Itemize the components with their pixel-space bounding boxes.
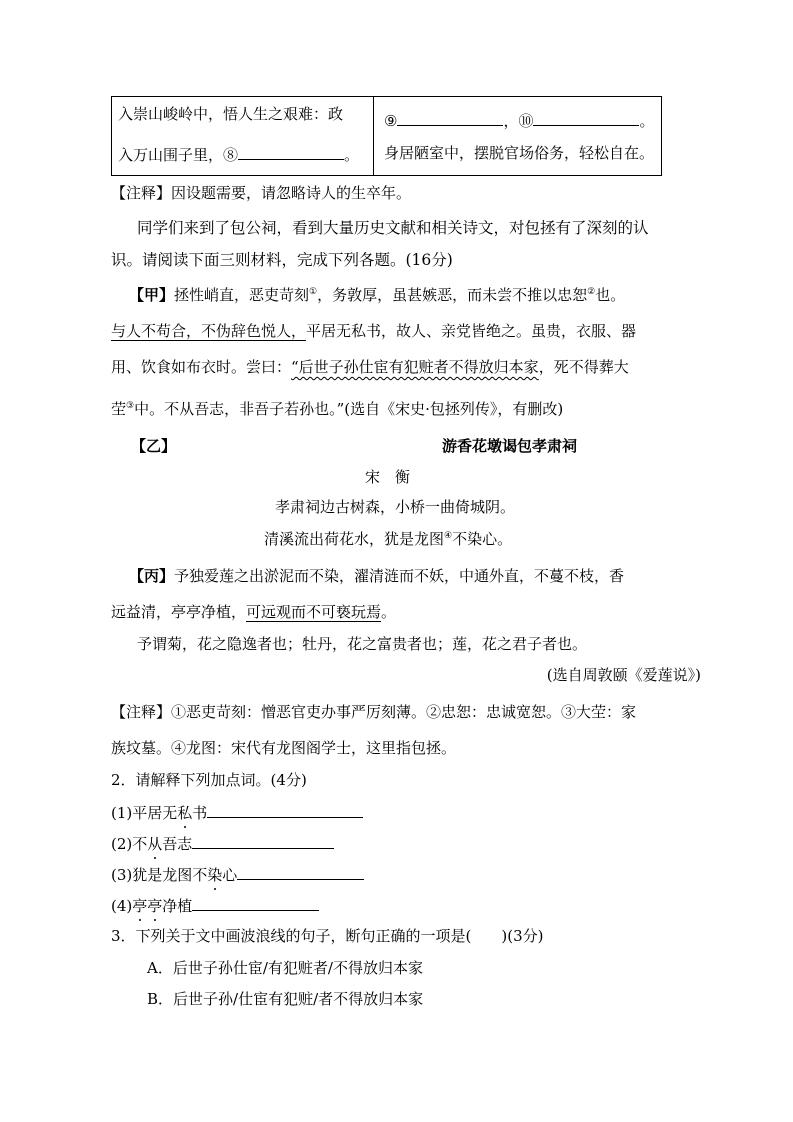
q3-option-b[interactable]: B．后世子孙/仕宦有犯赃/者不得放归本家 [147,990,424,1008]
dotted-char: 从 [147,835,163,853]
bing-label: 【丙】 [129,567,175,585]
yi-author: 宋 衡 [365,468,411,486]
notes-line1: 【注释】①恶吏苛刻：憎恶官吏办事严厉刻薄。②忠恕：忠诚宽恕。③大茔：家 [111,703,637,721]
jia-line2: 与人不苟合，不伪辞色悦人，平居无私书，故人、亲党皆绝之。虽贵，衣服、器 [111,322,637,340]
yi-title: 游香花墩谒包孝肃祠 [442,437,578,455]
bing-line1: 【丙】予独爱莲之出淤泥而不染，濯清涟而不妖，中通外直，不蔓不枝，香 [129,567,625,585]
table-left-line2: 入万山围子里，⑧ 。 [118,143,359,165]
q2-item1: (1)平居无私书 [111,801,363,823]
dotted-char: 染 [207,866,223,884]
bing-underlined-sentence: 可远观而不可亵玩焉 [246,603,382,621]
answer-blank-2[interactable] [192,832,334,849]
jia-underlined-sentence: 与人不苟合，不伪辞色悦人， [111,322,307,340]
dotted-char: 私 [177,804,193,822]
note-top: 【注释】因设题需要，请忽略诗人的生卒年。 [111,184,412,202]
table-right-line1: ⑨ ，⑩ 。 [384,109,654,131]
q2-stem: 2．请解释下列加点词。(4分) [111,771,307,789]
answer-blank-1[interactable] [207,801,363,818]
intro-line1: 同学们来到了包公祠，看到大量历史文献和相关诗文，对包拯有了深刻的认 [137,219,649,237]
bing-line3: 予谓菊，花之隐逸者也；牡丹，花之富贵者也；莲，花之君子者也。 [137,635,588,653]
q3-stem: 3．下列关于文中画波浪线的句子，断句正确的一项是( )(3分) [111,927,544,945]
jia-line3: 用、饮食如布衣时。尝曰：“后世子孙仕宦有犯赃者不得放归本家，死不得葬大 [111,358,629,376]
table-right-line2: 身居陋室中，摆脱官场俗务，轻松自在。 [384,144,655,162]
yi-poem-line2: 清溪流出荷花水，犹是龙图④不染心。 [264,530,513,548]
notes-line2: 族坟墓。④龙图：宋代有龙图阁学士，这里指包拯。 [111,739,457,757]
q3-option-a[interactable]: A．后世子孙仕宦/有犯赃者/不得放归本家 [147,959,423,977]
table-left-line1: 入崇山峻岭中，悟人生之艰难：政 [118,105,344,123]
yi-label: 【乙】 [131,437,177,455]
blank-8[interactable] [238,143,344,160]
yi-poem-line1: 孝肃祠边古树森，小桥一曲倚城阴。 [275,498,516,516]
table-divider [373,97,374,175]
jia-wavy-sentence: “后世子孙仕宦有犯赃者不得放归本家 [291,358,539,376]
blank-9[interactable] [397,109,503,126]
poem-fill-table [111,96,662,176]
dotted-char: 亭 [147,897,163,915]
intro-line2: 识。请阅读下面三则材料，完成下列各题。(16分) [111,251,453,269]
jia-label: 【甲】 [129,286,175,304]
blank-10[interactable] [533,109,639,126]
bing-line2: 远益清，亭亭净植，可远观而不可亵玩焉。 [111,603,397,621]
jia-line1: 【甲】拯性峭直，恶吏苛刻①，务敦厚，虽甚嫉恶，而未尝不推以忠恕②也。 [129,286,626,304]
answer-blank-4[interactable] [192,894,319,911]
jia-line4: 茔③中。不从吾志，非吾子若孙也。”(选自《宋史·包拯列传》，有删改) [111,400,564,418]
dotted-char: 亭 [132,897,148,915]
q2-item4: (4)亭亭净植 [111,894,319,916]
q2-item2: (2)不从吾志 [111,832,334,854]
answer-blank-3[interactable] [237,863,364,880]
q2-item3: (3)犹是龙图不染心 [111,863,364,885]
bing-source: (选自周敦颐《爱莲说》) [546,666,701,684]
